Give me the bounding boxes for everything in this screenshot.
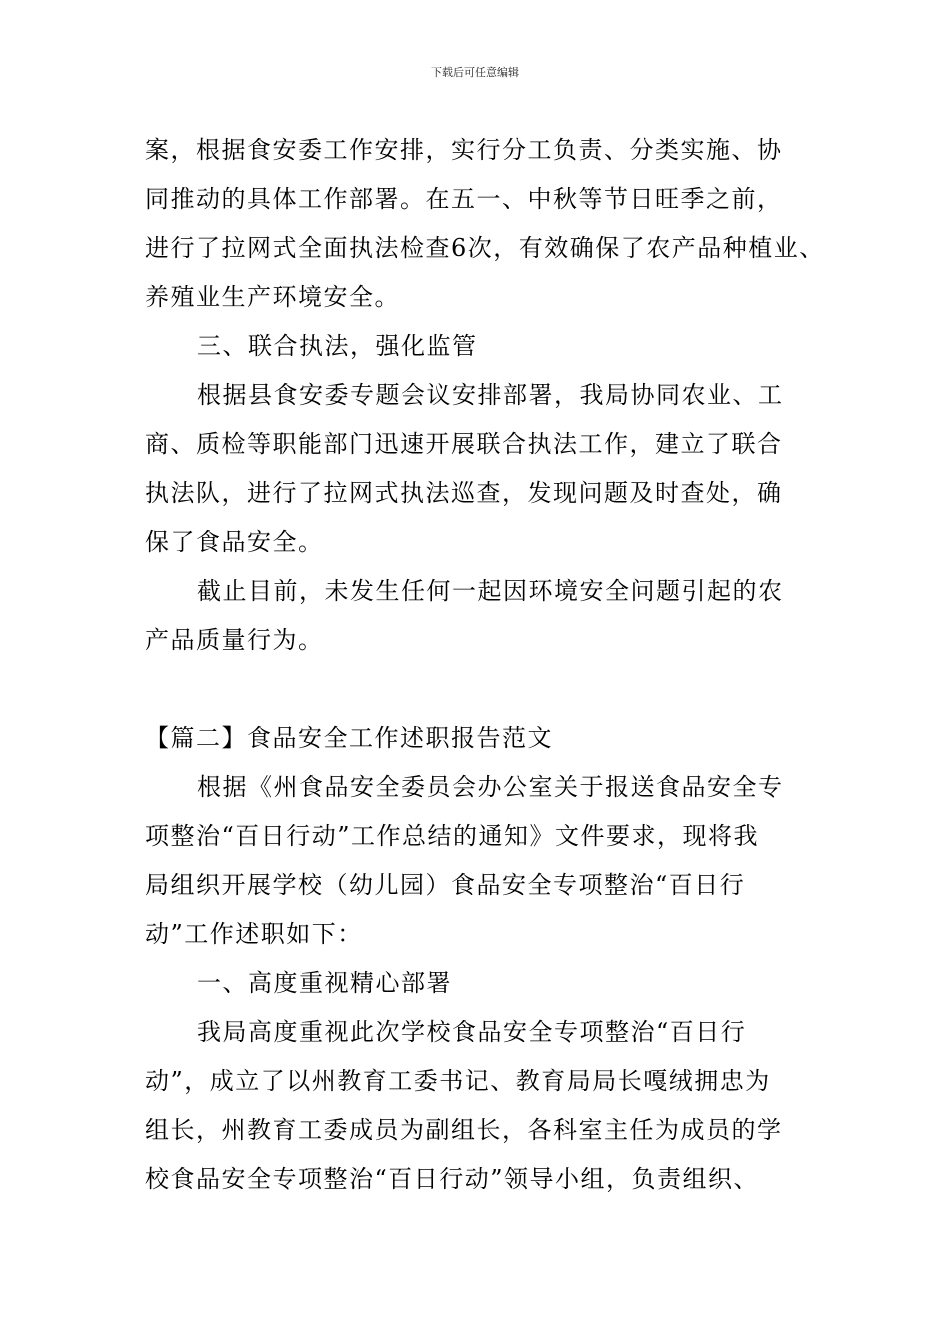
paragraph-status bbox=[145, 567, 825, 665]
text-line: 商、质检等职能部门迅速开展联合执法工作，建立了联合 bbox=[145, 430, 783, 458]
text-line: 组长，州教育工委成员为副组长，各科室主任为成员的学 bbox=[145, 1116, 783, 1144]
text-line: 执法队，进行了拉网式执法巡查，发现问题及时查处，确 bbox=[145, 479, 783, 507]
paragraph-deployment bbox=[145, 1008, 825, 1204]
text-line: 校食品安全专项整治“百日行动”领导小组，负责组织、 bbox=[145, 1165, 760, 1193]
text-line: 截止目前，未发生任何一起因环境安全问题引起的农 bbox=[197, 577, 784, 605]
text-line: 项整治“百日行动”工作总结的通知》文件要求，现将我 bbox=[145, 822, 760, 850]
text-line: 养殖业生产环境安全。 bbox=[145, 283, 400, 311]
blank-line bbox=[145, 665, 825, 714]
section-heading-1: 一、高度重视精心部署 bbox=[197, 969, 452, 997]
text-line: 进行了拉网式全面执法检查6次，有效确保了农产品种植业、 bbox=[145, 234, 825, 262]
article-title: 【篇二】食品安全工作述职报告范文 bbox=[145, 724, 553, 752]
text-line: 产品质量行为。 bbox=[145, 626, 324, 654]
page-header: 下载后可任意编辑 bbox=[431, 66, 519, 79]
text-line: 案，根据食安委工作安排，实行分工负责、分类实施、协 bbox=[145, 136, 783, 164]
text-line: 局组织开展学校（幼儿园）食品安全专项整治“百日行 bbox=[145, 871, 746, 899]
text-line: 根据县食安委专题会议安排部署，我局协同农业、工 bbox=[197, 381, 784, 409]
text-line: 保了食品安全。 bbox=[145, 528, 324, 556]
document-body bbox=[145, 126, 825, 1204]
text-line: 同推动的具体工作部署。在五一、中秋等节日旺季之前， bbox=[145, 185, 783, 213]
text-line: 我局高度重视此次学校食品安全专项整治“百日行 bbox=[197, 1018, 747, 1046]
paragraph-intro bbox=[145, 763, 825, 959]
paragraph-continuation bbox=[145, 126, 825, 322]
paragraph-joint-enforcement bbox=[145, 371, 825, 567]
text-line: 根据《州食品安全委员会办公室关于报送食品安全专 bbox=[197, 773, 784, 801]
text-line: 动”，成立了以州教育工委书记、教育局局长嘎绒拥忠为 bbox=[145, 1067, 771, 1095]
text-line: 动”工作述职如下： bbox=[145, 920, 363, 948]
section-heading-3: 三、联合执法，强化监管 bbox=[197, 332, 478, 360]
